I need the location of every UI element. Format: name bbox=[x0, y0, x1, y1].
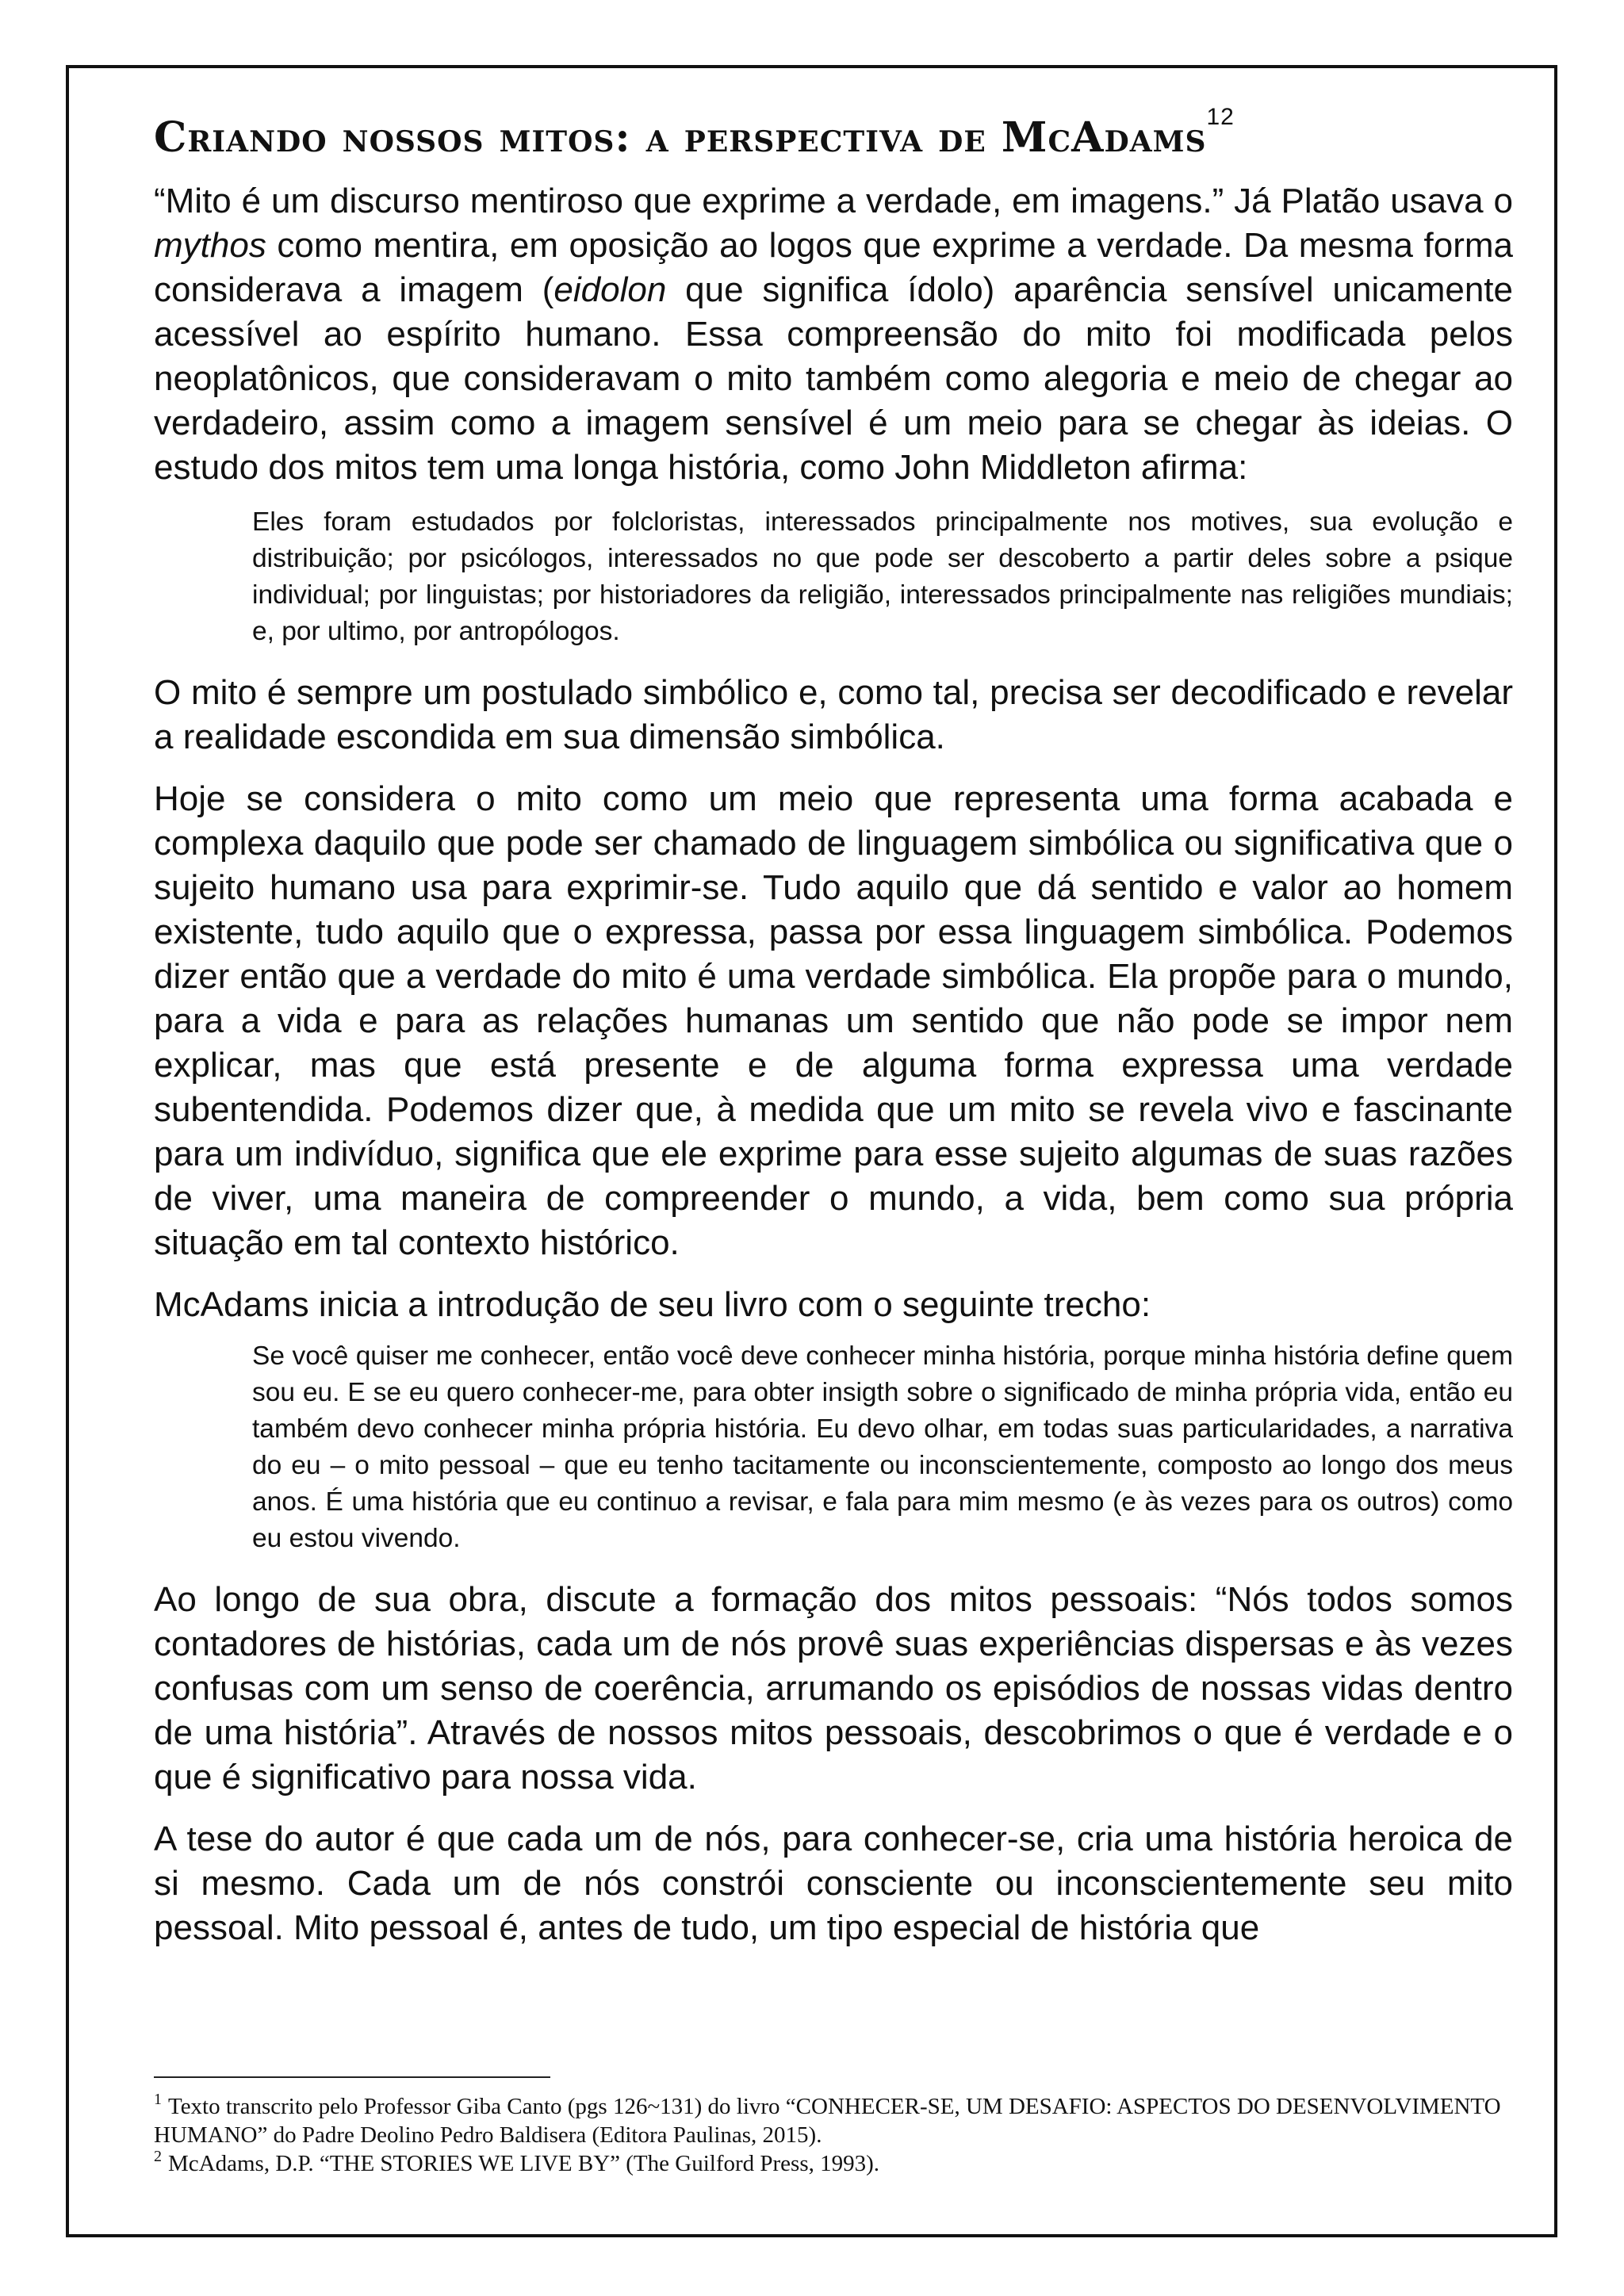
paragraph-4: McAdams inicia a introdução de seu livro com o seguinte trecho: bbox=[154, 1285, 1151, 1324]
paragraph-3: Hoje se considera o mito como um meio que representa uma forma acabada e complexa daquilo que pode ser chamado de linguagem simbólica ou significativa que o sujeito humano usa para exprimir-se. Tudo aquilo que dá sentido e valor ao homem existente, tudo aquilo que o expressa, passa por essa linguagem simbólica. Podemos dizer então que a verdade do mito é uma verdade simbólica. Ela propõe para o mundo, para a vida e para as relações humanas um sentido que não pode se impor nem explicar, mas que está presente e de alguma forma expressa uma verdade subentendida. Podemos dizer que, à medida que um mito se revela vivo e fascinante para um indivíduo, significa que ele exprime para esse sujeito algumas de suas razões de viver, uma maneira de compreender o mundo, a vida, bem como sua própria situação em tal contexto histórico. bbox=[154, 779, 1513, 1262]
title-text: Criando nossos mitos: a perspectiva de McAdams bbox=[154, 113, 1207, 162]
paragraph-1-part-b: como mentira, em oposição ao logos que exprime a verdade. Da mesma forma considerava a imagem ( bbox=[154, 226, 1513, 309]
block-quote-middleton: Eles foram estudados por folcloristas, interessados principalmente nos motives, sua evolução e distribuição; por psicólogos, interessados no que pode ser descoberto a partir deles sobre a psique individual; por linguistas; por historiadores da religião, interessados principalmente nas religiões mundiais; e, por ultimo, por antropólogos. bbox=[252, 507, 1513, 646]
paragraph-1-part-a: “Mito é um discurso mentiroso que exprime a verdade, em imagens.” Já Platão usava o bbox=[154, 182, 1513, 220]
paragraph-1-emphasis-eidolon: eidolon bbox=[553, 270, 667, 309]
footnote-2-marker: 2 bbox=[154, 2148, 162, 2165]
block-quote-mcadams: Se você quiser me conhecer, então você deve conhecer minha história, porque minha história define quem sou eu. E se eu quero conhecer-me, para obter insigth sobre o significado de minha própria vida, então eu também devo conhecer minha própria história. Eu devo olhar, em todas suas particularidades, a narrativa do eu – o mito pessoal – que eu tenho tacitamente ou inconscientemente, composto ao longo dos meus anos. É uma história que eu continuo a revisar, e fala para mim mesmo (e às vezes para os outros) como eu estou vivendo. bbox=[252, 1341, 1513, 1553]
title-footnote-marker: 12 bbox=[1206, 104, 1235, 130]
footnotes bbox=[154, 2076, 1513, 2178]
paragraph-1-emphasis-mythos: mythos bbox=[154, 226, 266, 265]
footnote-2-text: McAdams, D.P. “THE STORIES WE LIVE BY” (The Guilford Press, 1993). bbox=[168, 2151, 880, 2176]
footnote-divider bbox=[154, 2076, 550, 2078]
document-title bbox=[154, 104, 1513, 166]
paragraph-6: A tese do autor é que cada um de nós, para conhecer-se, cria uma história heroica de si mesmo. Cada um de nós constrói consciente ou inconscientemente seu mito pessoal. Mito pessoal é, antes de tudo, um tipo especial de história que bbox=[154, 1820, 1513, 1947]
paragraph-1-part-c: que significa ídolo) aparência sensível unicamente acessível ao espírito humano. Essa compreensão do mito foi modificada pelos neoplatônicos, que consideravam o mito também como alegoria e meio de chegar ao verdadeiro, assim como a imagem sensível é um meio para se chegar às ideias. O estudo dos mitos tem uma longa história, como John Middleton afirma: bbox=[154, 270, 1513, 487]
paragraph-2: O mito é sempre um postulado simbólico e, como tal, precisa ser decodificado e revelar a realidade escondida em sua dimensão simbólica. bbox=[154, 673, 1513, 756]
footnote-2 bbox=[154, 2149, 1513, 2178]
footnote-1 bbox=[154, 2092, 1513, 2149]
document-body bbox=[154, 104, 1513, 1968]
paragraph-1 bbox=[154, 179, 1513, 490]
footnote-1-marker: 1 bbox=[154, 2091, 162, 2108]
footnote-1-text: Texto transcrito pelo Professor Giba Canto (pgs 126~131) do livro “CONHECER-SE, UM DESAFIO: ASPECTOS DO DESENVOLVIMENTO HUMANO” do Padre Deolino Pedro Baldisera (Editora Paulinas, 2015). bbox=[154, 2094, 1501, 2148]
paragraph-5: Ao longo de sua obra, discute a formação dos mitos pessoais: “Nós todos somos contadores de histórias, cada um de nós provê suas experiências dispersas e às vezes confusas com um senso de coerência, arrumando os episódios de nossas vidas dentro de uma história”. Através de nossos mitos pessoais, descobrimos o que é verdade e o que é significativo para nossa vida. bbox=[154, 1580, 1513, 1797]
